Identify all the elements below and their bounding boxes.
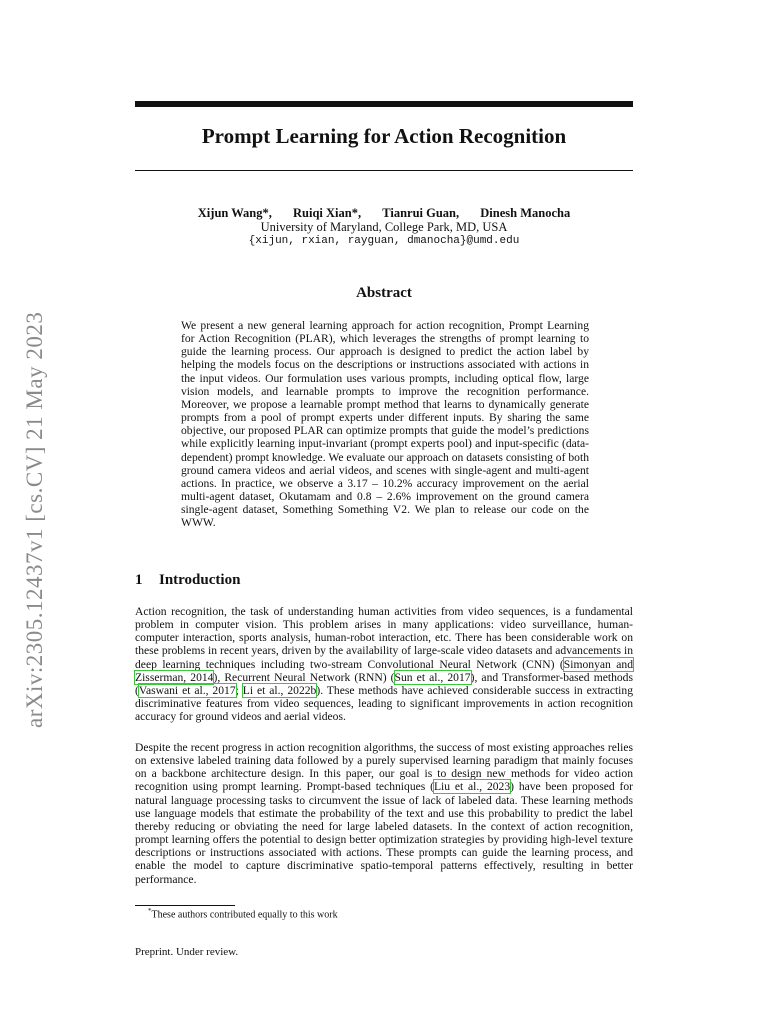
citation-link[interactable]: Vaswani et al., 2017: [138, 683, 236, 697]
citation-link[interactable]: Li et al., 2022b: [242, 683, 317, 697]
paragraph-text: ;: [235, 683, 243, 697]
section-number: 1: [135, 572, 143, 588]
section-heading: [135, 572, 240, 589]
author-affiliation: University of Maryland, College Park, MD, USA: [260, 220, 508, 234]
abstract-heading: Abstract: [356, 285, 412, 301]
title-bottom-rule: [135, 170, 633, 171]
title-top-rule: [135, 101, 633, 107]
author-name: Xijun Wang*,: [197, 206, 272, 220]
paragraph-text: Action recognition, the task of understanding human activities from video sequences, is a fundamental problem in computer vision. This problem arises in many applications: video surveillance, human-computer interaction, sports analysis, human-robot interaction, etc. There has been considerable work on these problems in recent years, driven by the availability of large-scale video datasets and advancements in deep learning techniques including two-stream Convolutional Neural Network (CNN) (: [135, 605, 633, 671]
intro-paragraph-1: [135, 605, 633, 723]
paragraph-text: ), Recurrent Neural Network (RNN) (: [213, 670, 395, 684]
arxiv-identifier[interactable]: arXiv:2305.12437v1 [cs.CV] 21 May 2023: [22, 311, 47, 728]
paragraph-text: ). These methods have achieved considerable success in extracting discriminative features from video sequences, leading to significant improvements in action recognition accuracy for ground videos and aerial videos.: [135, 683, 633, 724]
page-footer: Preprint. Under review.: [135, 946, 239, 958]
citation-link[interactable]: Liu et al., 2023: [433, 780, 511, 794]
abstract-text: We present a new general learning approach for action recognition, Prompt Learning for Action Recognition (PLAR), which leverages the strengths of prompt learning to guide the learning process. Our approach is designed to predict the action label by helping the models focus on the descriptions or instructions associated with actions in the input videos. Our formulation uses various prompts, including optical flow, large vision models, and learnable prompts to improve the recognition performance. Moreover, we propose a learnable prompt method that learns to dynamically generate prompts from a pool of prompt experts under different inputs. By sharing the same objective, our proposed PLAR can optimize prompts that guide the model’s predictions while explicitly learning input-invariant (prompt experts pool) and input-specific (data-dependent) prompt knowledge. We evaluate our approach on datasets consisting of both ground camera videos and aerial videos, and scenes with single-agent and multi-agent actions. In practice, we observe a 3.17 – 10.2% accuracy improvement on the aerial multi-agent dataset, Okutamam and 0.8 – 2.6% improvement on the ground camera single-agent dataset, Something Something V2. We plan to release our code on the WWW.: [181, 319, 589, 530]
paragraph-text: ), and Transformer-based methods (: [135, 670, 633, 697]
paper-title: Prompt Learning for Action Recognition: [201, 124, 567, 148]
author-name: Dinesh Manocha: [480, 206, 571, 220]
author-emails[interactable]: {xijun, rxian, rayguan, dmanocha}@umd.edu: [248, 235, 520, 247]
author-name: Ruiqi Xian*,: [293, 206, 362, 220]
citation-link[interactable]: Sun et al., 2017: [394, 670, 471, 684]
author-name: Tianrui Guan,: [382, 206, 460, 220]
paragraph-text: ) have been proposed for natural language processing tasks to circumvent the issue of lack of labeled data. These learning methods use language models that estimate the probability of the text and use this probability to predict the label thereby reducing or obviating the need for large labeled datasets. In the context of action recognition, prompt learning offers the potential to design better optimization strategies by providing high-level texture descriptions or instructions associated with actions. These prompts can guide the learning process, and enable the model to capture discriminative spatio-temporal patterns effectively, resulting in better performance.: [135, 780, 634, 886]
author-list: [135, 206, 633, 221]
paragraph-text: Despite the recent progress in action recognition algorithms, the success of most existing approaches relies on extensive labeled training data followed by a purely supervised learning paradigm that mainly focuses on a backbone architecture design. In this paper, our goal is to design new methods for video action recognition using prompt learning. Prompt-based techniques (: [135, 741, 633, 794]
intro-paragraph-2: [135, 741, 633, 886]
footnote-rule: [135, 905, 235, 906]
footnote-text: These authors contributed equally to this work: [151, 909, 338, 921]
footnote: [148, 907, 338, 920]
citation-link[interactable]: Simonyan and Zisserman, 2014: [135, 657, 633, 684]
section-title: Introduction: [159, 572, 241, 588]
footnote-mark: *: [148, 907, 152, 915]
